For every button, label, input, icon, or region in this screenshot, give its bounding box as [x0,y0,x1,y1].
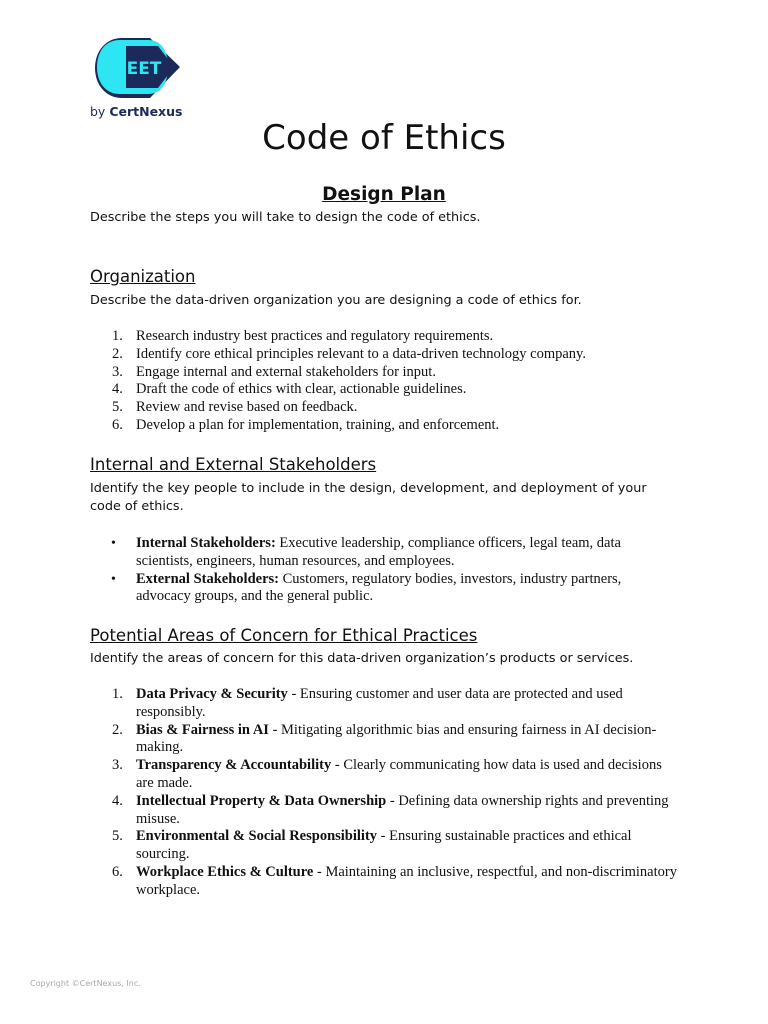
list-item [90,571,670,607]
design-plan-heading: Design Plan [322,184,446,205]
list-item: 5. Review and revise based on feedback. [112,399,358,416]
stakeholder-label: Internal Stakeholders: [136,535,276,551]
stakeholder-text: Executive leadership, compliance officers, legal team, data scientists, engineers, human resources, and employees. [136,535,621,569]
concern-text: - Ensuring sustainable practices and ethical sourcing. [136,828,632,863]
concern-text: - Clearly communicating how data is used and decisions are made. [136,757,662,791]
concerns-description: Identify the areas of concern for this data-driven organization’s products or services. [90,651,634,666]
organization-heading: Organization [90,267,196,286]
concern-text: - Ensuring customer and user data are protected and used responsibly. [136,686,623,720]
concern-text: - Mitigating algorithmic bias and ensuring fairness in AI decision-making. [136,721,657,756]
list-item: 3. Transparency & Accountability - Clearly communicating how data is used and decisions are made. [112,757,662,791]
list-item: 4. Draft the code of ethics with clear, actionable guidelines. [112,381,467,398]
list-item: 6. Workplace Ethics & Culture - Maintaining an inclusive, respectful, and non-discriminatory workplace. [112,863,677,898]
step-text: Draft the code of ethics with clear, actionable guidelines. [136,381,467,398]
stakeholder-label: External Stakeholders: [136,570,279,587]
list-item: 2. Identify core ethical principles relevant to a data-driven technology company. [112,345,586,362]
step-text: Research industry best practices and regulatory requirements. [136,328,494,344]
step-text: Develop a plan for implementation, training, and enforcement. [136,416,500,433]
concern-label: Data Privacy & Security [136,686,288,702]
page-title: Code of Ethics [262,118,506,158]
design-plan-description: Describe the steps you will take to design the code of ethics. [90,210,481,225]
stakeholders-heading: Internal and External Stakeholders [90,455,377,474]
concern-label: Transparency & Accountability [136,757,332,774]
organization-steps-list [90,328,690,435]
copyright-footer: Copyright ©CertNexus, Inc. [30,979,141,988]
concerns-heading: Potential Areas of Concern for Ethical Practices [90,626,478,645]
list-item: 1. Research industry best practices and regulatory requirements. [112,328,494,344]
stakeholders-description: Identify the key people to include in the design, development, and deployment of your code of ethics. [90,481,647,514]
logo-byline [90,104,182,119]
logo-by: by [90,104,106,119]
bullet-icon: • [111,571,116,587]
bullet-icon: • [111,536,116,551]
logo-brand: CertNexus [109,104,183,119]
list-item [90,535,670,571]
list-item: 6. Develop a plan for implementation, training, and enforcement. [112,416,500,433]
concern-text: - Maintaining an inclusive, respectful, and non-discriminatory workplace. [136,863,677,898]
ceet-logo [90,36,190,122]
ceet-logo-mark [92,36,182,102]
logo-mark-text: EET [126,59,162,79]
list-item: 1. Data Privacy & Security - Ensuring customer and user data are protected and used responsibly. [112,686,623,720]
concern-label: Environmental & Social Responsibility [136,828,378,845]
step-text: Engage internal and external stakeholders for input. [136,363,436,380]
organization-description: Describe the data-driven organization you are designing a code of ethics for. [90,293,582,308]
stakeholder-text: Customers, regulatory bodies, investors, industry partners, advocacy groups, and the general public. [136,570,622,605]
step-text: Review and revise based on feedback. [136,399,358,416]
concerns-list [90,686,680,900]
stakeholders-list [90,535,670,606]
list-item: 4. Intellectual Property & Data Ownership - Defining data ownership rights and preventing misuse. [112,792,669,827]
list-item: 3. Engage internal and external stakeholders for input. [112,363,436,380]
concern-text: - Defining data ownership rights and preventing misuse. [136,792,669,827]
list-item: 5. Environmental & Social Responsibility - Ensuring sustainable practices and ethical sourcing. [112,828,632,863]
step-text: Identify core ethical principles relevant to a data-driven technology company. [136,345,586,362]
concern-label: Intellectual Property & Data Ownership [136,792,387,809]
concern-label: Bias & Fairness in AI [136,721,269,738]
concern-label: Workplace Ethics & Culture [136,863,314,880]
list-item: 2. Bias & Fairness in AI - Mitigating algorithmic bias and ensuring fairness in AI decision-making. [112,721,657,756]
